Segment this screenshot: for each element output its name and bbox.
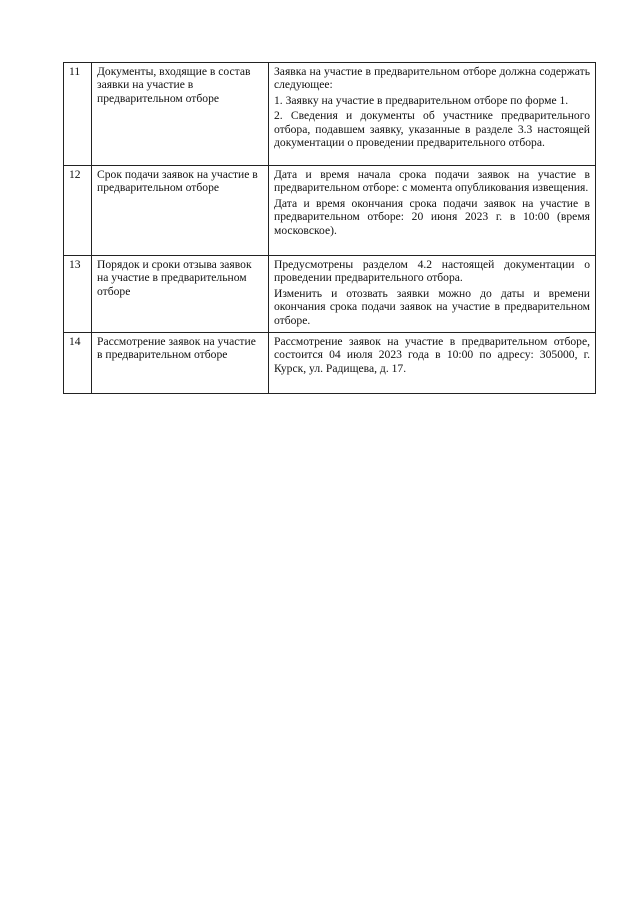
table-row xyxy=(64,166,596,256)
content-paragraph: Рассмотрение заявок на участие в предварительном отборе, состоится 04 июля 2023 года в 10:00 по адресу: 305000, г. Курск, ул. Радищева, д. 17. xyxy=(274,335,590,375)
row-label: Порядок и сроки отзыва заявок на участие в предварительном отборе xyxy=(92,256,269,333)
row-content xyxy=(269,256,596,333)
table-row xyxy=(64,63,596,166)
content-paragraph: 2. Сведения и документы об участнике предварительного отбора, подавшем заявку, указанные в разделе 3.3 настоящей документации о проведении предварительного отбора. xyxy=(274,109,590,150)
table-row xyxy=(64,256,596,333)
row-content xyxy=(269,166,596,256)
content-paragraph: Дата и время окончания срока подачи заявок на участие в предварительном отборе: 20 июня 2023 г. в 10:00 (время московское). xyxy=(274,196,590,237)
row-label: Документы, входящие в состав заявки на участие в предварительном отборе xyxy=(92,63,269,166)
row-label: Рассмотрение заявок на участие в предварительном отборе xyxy=(92,333,269,394)
row-number: 12 xyxy=(64,166,92,256)
document-table xyxy=(63,62,596,394)
content-paragraph: Предусмотрены разделом 4.2 настоящей документации о проведении предварительного отбора. xyxy=(274,258,590,285)
row-content xyxy=(269,333,596,394)
row-number: 11 xyxy=(64,63,92,166)
content-paragraph: Дата и время начала срока подачи заявок на участие в предварительном отборе: с момента опубликования извещения. xyxy=(274,168,590,195)
row-label: Срок подачи заявок на участие в предварительном отборе xyxy=(92,166,269,256)
content-paragraph: 1. Заявку на участие в предварительном отборе по форме 1. xyxy=(274,93,569,107)
row-content xyxy=(269,63,596,166)
content-paragraph: Изменить и отозвать заявки можно до даты и времени окончания срока подачи заявок на участие в предварительном отборе. xyxy=(274,286,590,327)
row-number: 13 xyxy=(64,256,92,333)
table-row xyxy=(64,333,596,394)
content-paragraph: Заявка на участие в предварительном отборе должна содержать следующее: xyxy=(274,65,590,92)
row-number: 14 xyxy=(64,333,92,394)
